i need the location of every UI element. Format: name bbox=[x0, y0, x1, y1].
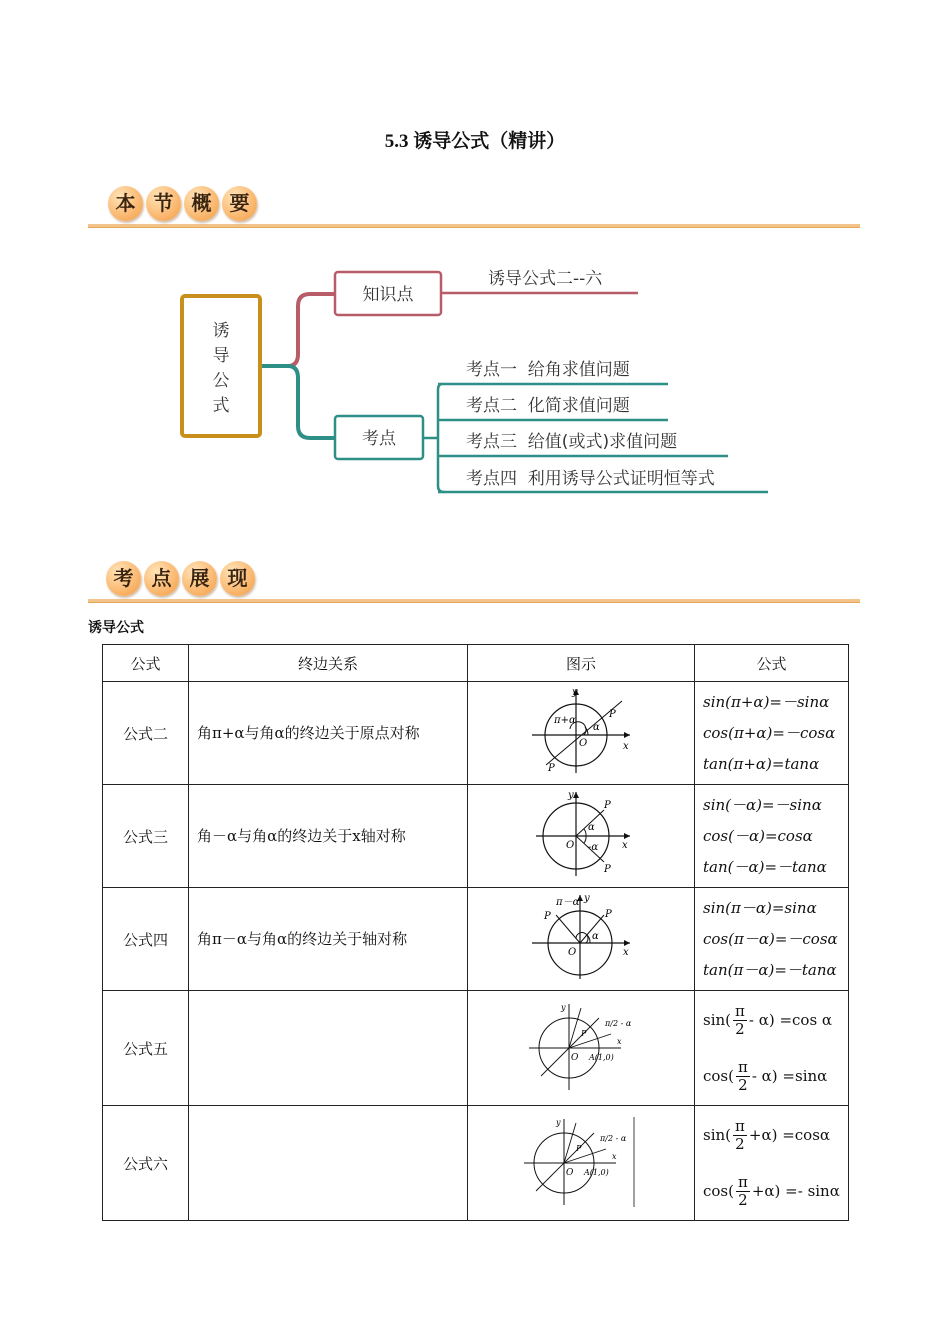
row-relation bbox=[189, 1106, 468, 1221]
mindmap-leaf-point-4: 考点四 利用诱导公式证明恒等式 bbox=[466, 469, 715, 489]
fraction-numerator: π bbox=[735, 1116, 745, 1135]
section-label: 诱导公式 bbox=[88, 620, 144, 636]
banner-char: 现 bbox=[220, 561, 255, 596]
formula-list bbox=[695, 991, 849, 1106]
formula-table bbox=[102, 644, 849, 1221]
row-relation: 角－α与角α的终边关于x轴对称 bbox=[189, 785, 468, 888]
table-row bbox=[103, 682, 849, 785]
axis-label-x: x bbox=[623, 947, 629, 958]
formula-list bbox=[695, 785, 849, 888]
mindmap-connector-2 bbox=[262, 366, 334, 438]
point-label: P bbox=[609, 709, 616, 720]
unit-circle-diagram bbox=[526, 685, 636, 777]
angle-label: -α bbox=[588, 842, 599, 853]
mindmap-leaf-knowledge: 诱导公式二--六 bbox=[488, 269, 603, 289]
mindmap-connector-1 bbox=[262, 294, 334, 366]
formula-line: tan(－α)=－tanα bbox=[703, 857, 827, 876]
formula-line bbox=[703, 1107, 840, 1163]
angle-label: π－α bbox=[556, 897, 580, 908]
mindmap-root-char: 导 bbox=[212, 346, 230, 366]
unit-circle-diagram bbox=[521, 998, 641, 1094]
axis-label-x: x bbox=[617, 1037, 622, 1046]
banner-char: 概 bbox=[184, 186, 219, 221]
formula-line: cos(－α)=cosα bbox=[703, 826, 813, 845]
origin-label: O bbox=[579, 738, 588, 749]
formula-line: tan(π+α)=tanα bbox=[703, 754, 820, 773]
table-row bbox=[103, 991, 849, 1106]
point-label: P bbox=[605, 909, 612, 920]
header-formula: 公式 bbox=[103, 645, 189, 682]
row-name: 公式六 bbox=[103, 1106, 189, 1221]
formula-line bbox=[703, 1163, 840, 1219]
angle-label: π/2 - α bbox=[605, 1019, 632, 1028]
point-label: A(1,0) bbox=[589, 1053, 614, 1062]
unit-circle-figure bbox=[468, 991, 695, 1106]
row-relation: 角π－α与角α的终边关于轴对称 bbox=[189, 888, 468, 991]
formula-list bbox=[695, 888, 849, 991]
fraction-denominator: 2 bbox=[738, 1190, 748, 1209]
formula-rest: +α) =cosα bbox=[748, 1125, 831, 1144]
formula-fn: sin( bbox=[703, 1125, 732, 1144]
mindmap-leaf-point-3: 考点三 给值(或式)求值问题 bbox=[466, 432, 678, 452]
banner-char: 本 bbox=[108, 186, 143, 221]
banner-char: 节 bbox=[146, 186, 181, 221]
header-formula-detail: 公式 bbox=[695, 645, 849, 682]
mindmap-leaf-point-2: 考点二 化简求值问题 bbox=[466, 396, 630, 416]
row-relation bbox=[189, 991, 468, 1106]
point-label: P bbox=[604, 864, 611, 875]
banner-rule bbox=[88, 599, 860, 603]
mindmap-branch-knowledge-label: 知识点 bbox=[362, 285, 414, 305]
angle-label: α bbox=[593, 722, 600, 733]
mindmap-branch-points-label: 考点 bbox=[362, 429, 396, 449]
mindmap-root-char: 式 bbox=[212, 396, 230, 416]
angle-label: π+α bbox=[554, 715, 576, 726]
fraction bbox=[736, 1174, 750, 1209]
fraction-numerator: π bbox=[735, 1001, 745, 1020]
fraction-denominator: 2 bbox=[738, 1075, 748, 1094]
unit-circle-diagram bbox=[526, 891, 636, 983]
formula-fn: cos( bbox=[703, 1066, 734, 1085]
formula-rest: - α) =sinα bbox=[751, 1066, 828, 1085]
banner-char: 要 bbox=[222, 186, 257, 221]
mindmap-root-char: 诱 bbox=[212, 321, 230, 341]
fraction bbox=[733, 1118, 747, 1153]
fraction bbox=[733, 1003, 747, 1038]
point-label: P bbox=[544, 911, 551, 922]
fraction-numerator: π bbox=[737, 1057, 748, 1076]
formula-line: tan(π－α)=－tanα bbox=[703, 960, 837, 979]
row-name: 公式四 bbox=[103, 888, 189, 991]
axis-label-x: x bbox=[612, 1152, 617, 1161]
origin-label: O bbox=[566, 1168, 574, 1178]
axis-label-y: y bbox=[572, 687, 578, 698]
mindmap-bracket bbox=[438, 384, 444, 492]
banner-char: 展 bbox=[182, 561, 217, 596]
banner-char: 点 bbox=[144, 561, 179, 596]
unit-circle-diagram bbox=[516, 1113, 646, 1209]
row-name: 公式二 bbox=[103, 682, 189, 785]
banner-rule bbox=[88, 224, 860, 228]
unit-circle-figure bbox=[468, 1106, 695, 1221]
row-relation: 角π+α与角α的终边关于原点对称 bbox=[189, 682, 468, 785]
axis-label-x: x bbox=[622, 840, 628, 851]
point-label: P bbox=[604, 800, 611, 811]
header-figure: 图示 bbox=[468, 645, 695, 682]
fraction-denominator: 2 bbox=[735, 1019, 745, 1038]
banner-char: 考 bbox=[106, 561, 141, 596]
point-label: A(1,0) bbox=[584, 1168, 609, 1177]
formula-line: sin(π+α)=－sinα bbox=[703, 692, 830, 711]
axis-label-y: y bbox=[556, 1118, 561, 1127]
formula-rest: +α) =- sinα bbox=[751, 1181, 840, 1200]
mind-map bbox=[170, 258, 790, 508]
unit-circle-diagram bbox=[526, 788, 636, 880]
origin-label: O bbox=[571, 1053, 579, 1063]
row-name: 公式五 bbox=[103, 991, 189, 1106]
angle-label: α bbox=[592, 931, 599, 942]
formula-fn: cos( bbox=[703, 1181, 734, 1200]
mindmap-root-char: 公 bbox=[212, 371, 230, 391]
unit-circle-figure bbox=[468, 682, 695, 785]
formula-line: sin(－α)=－sinα bbox=[703, 795, 822, 814]
formula-line: cos(π+α)=－cosα bbox=[703, 723, 836, 742]
table-row bbox=[103, 785, 849, 888]
fraction-denominator: 2 bbox=[735, 1134, 745, 1153]
fraction-numerator: π bbox=[737, 1172, 748, 1191]
formula-line bbox=[703, 992, 840, 1048]
axis-label-x: x bbox=[623, 741, 629, 752]
formula-line: cos(π－α)=－cosα bbox=[703, 929, 838, 948]
formula-rest: - α) =cos α bbox=[748, 1010, 833, 1029]
header-relation: 终边关系 bbox=[189, 645, 468, 682]
angle-label: α bbox=[588, 822, 595, 833]
section-banner-points bbox=[88, 559, 860, 603]
formula-fn: sin( bbox=[703, 1010, 732, 1029]
mindmap-leaf-point-1: 考点一 给角求值问题 bbox=[466, 360, 630, 380]
table-row bbox=[103, 1106, 849, 1221]
section-banner-overview bbox=[88, 184, 860, 228]
formula-line bbox=[703, 1048, 840, 1104]
axis-label-y: y bbox=[584, 893, 590, 904]
axis-label-y: y bbox=[568, 790, 574, 801]
row-name: 公式三 bbox=[103, 785, 189, 888]
origin-label: O bbox=[566, 840, 575, 851]
formula-line: sin(π－α)=sinα bbox=[703, 898, 817, 917]
formula-list bbox=[695, 682, 849, 785]
origin-label: O bbox=[568, 947, 577, 958]
unit-circle-figure bbox=[468, 785, 695, 888]
formula-list bbox=[695, 1106, 849, 1221]
fraction bbox=[736, 1059, 750, 1094]
page-title: 5.3 诱导公式（精讲） bbox=[384, 131, 566, 152]
unit-circle-figure bbox=[468, 888, 695, 991]
point-label: P bbox=[548, 763, 555, 774]
axis-label-y: y bbox=[561, 1003, 566, 1012]
point-label: P bbox=[581, 1029, 587, 1038]
angle-label: π/2 - α bbox=[600, 1134, 627, 1143]
point-label: P bbox=[576, 1144, 582, 1153]
table-row bbox=[103, 888, 849, 991]
table-header-row bbox=[103, 645, 849, 682]
